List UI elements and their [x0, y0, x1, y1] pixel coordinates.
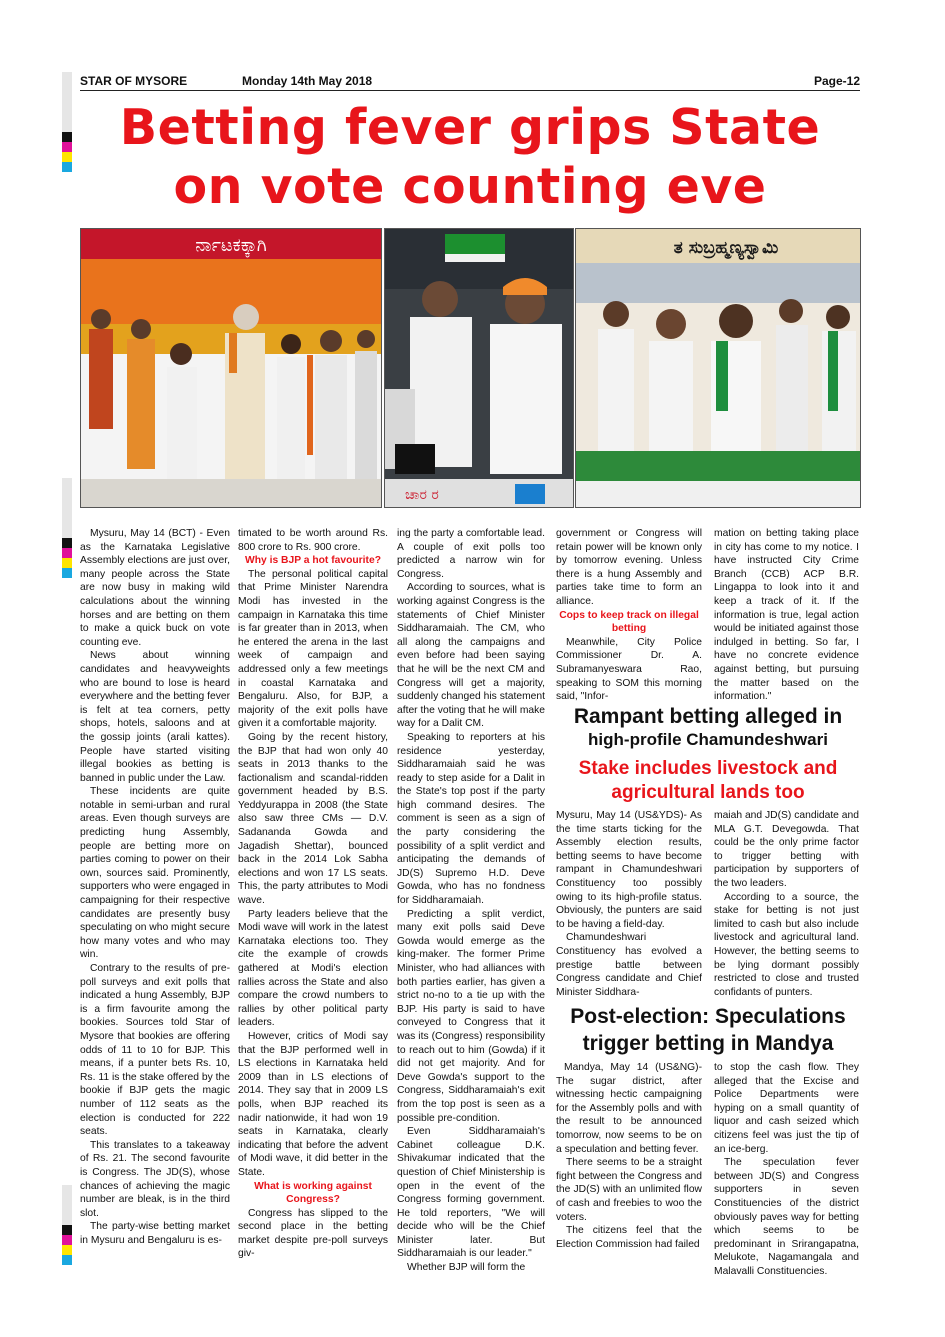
- paragraph: News about winning candidates and heavyweights who are bound to lose is heard everywhere and the betting fever is felt at tea corners, petty shops, hotels, saloons and at the gossip joints (arali kattes). People have started visiting illegal bookies as betting is banned in public under the Law.: [80, 650, 230, 784]
- paragraph: ing the party a comfortable lead. A couple of exit polls too predicted a narrow win for Congress.: [397, 528, 545, 580]
- paragraph: Meanwhile, City Police Commissioner Dr. A. Subramanyeswara Rao, speaking to SOM this morning said, "Infor-: [556, 636, 702, 703]
- paragraph: These incidents are quite notable in semi-urban and rural areas. Even though surveys are predicting hung Assembly, people are betting more on parties coming to power on their own, sources said. Prominently, supporters who were engaged in campaigning for their respective candidates are presently busy speculating on who might secure how many votes and who may win.: [80, 786, 230, 961]
- story2-headline: [552, 704, 864, 729]
- subheading-cops: Cops to keep track on illegal betting: [559, 609, 699, 635]
- photo-deve-gowda-rally: [575, 228, 861, 508]
- paragraph: There seems to be a straight fight between the Congress and the JD(S) with an unlimited flow of cash and freebies to woo the voters.: [556, 1157, 702, 1223]
- publication-name: STAR OF MYSORE: [80, 74, 188, 88]
- paragraph: Contrary to the results of pre-poll surveys and exit polls that indicated a hung Assembly, BJP is a firm favourite among the bookies. Sources told Star of Mysore that bookies are offering odds of 11 to 10 for BJP. This means, if a punter bets Rs. 10, Rs. 11 is the stake offered by the bookie if BJP gets the magic number of 112 seats as the election is conducted for 222 seats.: [80, 963, 230, 1138]
- story3-headline-line2: trigger betting in Mandya: [582, 1032, 834, 1055]
- story-column-3: [397, 527, 545, 1275]
- masthead: [80, 72, 860, 91]
- story2-subhead: [552, 757, 864, 805]
- story2-column-1: [556, 809, 702, 999]
- issue-date: Monday 14th May 2018: [242, 74, 373, 88]
- story3-column-1: [556, 1061, 702, 1251]
- paragraph: However, critics of Modi say that the BJP performed well in LS elections in Karnataka held 2009 than in LS elections of 2014. They say that in 2009 LS polls, when BJP reached its nadir nationwide, it had won 19 seats in Karnataka, clearly indicating that before the advent of Modi wave, it did better in the State.: [238, 1030, 388, 1178]
- registration-strip-bottom: [62, 1185, 72, 1265]
- story2-headline-line2: high-profile Chamundeshwari: [588, 730, 828, 749]
- paragraph: The personal political capital that Prime Minister Narendra Modi has invested in the campaign in Karnataka this time is far greater than in 2013, when he entered the arena in the last week of campaign and addressed only a few meetings in coastal Karnataka and Bengaluru. Also, for BJP, a majority of the exit polls have given it a comfortable majority.: [238, 568, 388, 730]
- headline-line-1: Betting fever grips State: [119, 99, 821, 156]
- paragraph: Predicting a split verdict, many exit polls said Deve Gowda would emerge as the king-maker. The former Prime Minister, who had alliances with both parties earlier, has given a strict no-no to a tie up with the BJP. His party is said to have conveyed to Congress that it was its (Congress) responsibility to reach out to him (Gowda) if it did not get majority. And for Deve Gowda's support to the Congress, Siddharamaiah's exit from the top post is seen as a possible pre-condition.: [397, 908, 545, 1124]
- main-headline: [70, 98, 870, 216]
- photo1-banner-text: ರ್ನಾಟಕಕ್ಕಾಗಿ: [195, 235, 267, 256]
- paragraph: government or Congress will retain power will be known only by tomorrow evening. Unless there is a hung Assembly and parties take time to form an alliance.: [556, 528, 702, 607]
- story2-column-2: [714, 809, 859, 999]
- paragraph: Congress has slipped to the second place in the betting market despite pre-poll surveys giv-: [238, 1207, 388, 1260]
- paragraph: The party-wise betting market in Mysuru and Bengaluru is es-: [80, 1221, 230, 1246]
- subheading-against-congress: What is working against Congress?: [254, 1180, 372, 1206]
- paragraph: This translates to a takeaway of Rs. 21. The second favourite is Congress. The JD(S), whose chances of achieving the magic number are bleak, is in the third slot.: [80, 1139, 230, 1219]
- photo-siddaramaiah-rally: [384, 228, 574, 508]
- paragraph: mation on betting taking place in city has come to my notice. I have instructed City Crime Branch (CCB) ACP B.R. Lingappa to look into it and keep a track of it. If the information is true, legal action would be initiated against those indulged in betting. So far, I have no concrete evidence against betting, but pursuing the matter based on the information.": [714, 528, 859, 703]
- story-column-4: [556, 527, 702, 704]
- story3-column-2: [714, 1061, 859, 1279]
- paragraph: maiah and JD(S) candidate and MLA G.T. Devegowda. That could be the only prime factor to trigger betting with participation by supporters of the two leaders.: [714, 810, 859, 889]
- photo3-banner-text: ತ ಸುಬ್ರಹ್ಮಣ್ಯಸ್ವಾಮಿ: [673, 238, 779, 258]
- subheading-bjp-favourite: Why is BJP a hot favourite?: [245, 555, 381, 567]
- paragraph: Speaking to reporters at his residence yesterday, Siddharamaiah said he was ready to step aside for a Dalit in the State's top post if the party high command desires. The comment is seen as a sign of the party considering the possibility of a split verdict and anticipating the demands of JD(S) Supremo H.D. Deve Gowda, who has no fondness for Siddharamaiah.: [397, 731, 545, 907]
- story3-headline: [550, 1003, 866, 1057]
- paragraph: Mysuru, May 14 (BCT) - Even as the Karnataka Legislative Assembly elections are just over, many people across the State are now busy in making wild calculations about the winning horses and are betting on them to make a quick buck on vote counting eve.: [80, 528, 230, 648]
- story-column-1: [80, 527, 230, 1247]
- story2-headline-line1: Rampant betting alleged in: [573, 705, 843, 728]
- paragraph: Chamundeshwari Constituency has evolved a prestige battle between Congress candidate and Chief Minister Siddhara-: [556, 932, 702, 998]
- story2-subhead-line2: agricultural lands too: [611, 782, 805, 803]
- paragraph: Whether BJP will form the: [407, 1262, 526, 1274]
- photo2-vehicle-text: ಚಾರ ರ: [405, 487, 439, 503]
- story-column-2: [238, 527, 388, 1261]
- registration-strip-mid: [62, 478, 72, 578]
- paragraph: to stop the cash flow. They alleged that the Excise and Police Departments were hyping on a small quantity of liquor and cash seized which citizens feel was just the tip of an ice-berg.: [714, 1062, 859, 1155]
- photo-modi-rally: [80, 228, 382, 508]
- paragraph: Mysuru, May 14 (US&YDS)- As the time starts ticking for the Assembly election results, betting seems to have become rampant in Chamundeshwari Constituency too possibly owing to its high-profile status. Obviously, the punters are said to be having a field-day.: [556, 810, 702, 930]
- paragraph: Party leaders believe that the Modi wave will work in the latest Karnataka elections too. They cite the example of crowds gathered at Modi's election rallies across the State and also compare the crowd numbers to rallies by other political party leaders.: [238, 908, 388, 1029]
- paragraph: According to sources, what is working against Congress is the statements of Chief Minister Siddharamaiah. The CM, who all along the campaigns and even before had been saying that he will be the next CM and Congress will get a majority, suddenly changed his statement after the voting that he will make way for a Dalit CM.: [397, 582, 545, 730]
- paragraph: Mandya, May 14 (US&NG)- The sugar district, after witnessing hectic campaigning for the Assembly polls and with the result to be announced tomorrow, now seems to be on a speculation and betting fever.: [556, 1062, 702, 1155]
- paragraph: Even Siddharamaiah's Cabinet colleague D.K. Shivakumar indicated that the question of Chief Ministership is open in the event of the Congress forming government. He told reporters, "We will decide who will be the Chief Minister later. But Siddharamaiah is our leader.": [397, 1126, 545, 1260]
- paragraph: timated to be worth around Rs. 800 crore to Rs. 900 crore.: [238, 528, 388, 553]
- paragraph: Going by the recent history, the BJP that had won only 40 seats in 2013 thanks to the factionalism and scandal-ridden government headed by B.S. Yeddyurappa in 2008 (the State also saw three CMs — D.V. Sadananda Gowda and Jagadish Shettar), bounced back in the 2014 Lok Sabha elections and won 17 LS seats. This, the party attributes to Modi wave.: [238, 731, 388, 907]
- paragraph: The citizens feel that the Election Commission had failed: [556, 1225, 702, 1250]
- story3-headline-line1: Post-election: Speculations: [570, 1005, 846, 1028]
- page-number: Page-12: [813, 74, 860, 88]
- headline-line-2: on vote counting eve: [173, 158, 767, 215]
- story-column-5: [714, 527, 859, 704]
- paragraph: According to a source, the stake for betting is not just limited to cash but also include livestock and agricultural land. However, the betting seems to be lying dormant possibly restricted to close and trusted confidants of punters.: [714, 891, 859, 998]
- paragraph: The speculation fever between JD(S) and Congress supporters in seven Constituencies of the district obviously paves way for betting which seems to be predominant in Srirangapatna, Melukote, Nagamangala and Malavalli Constituencies.: [714, 1157, 859, 1277]
- story2-subhead-line1: Stake includes livestock and: [578, 758, 838, 779]
